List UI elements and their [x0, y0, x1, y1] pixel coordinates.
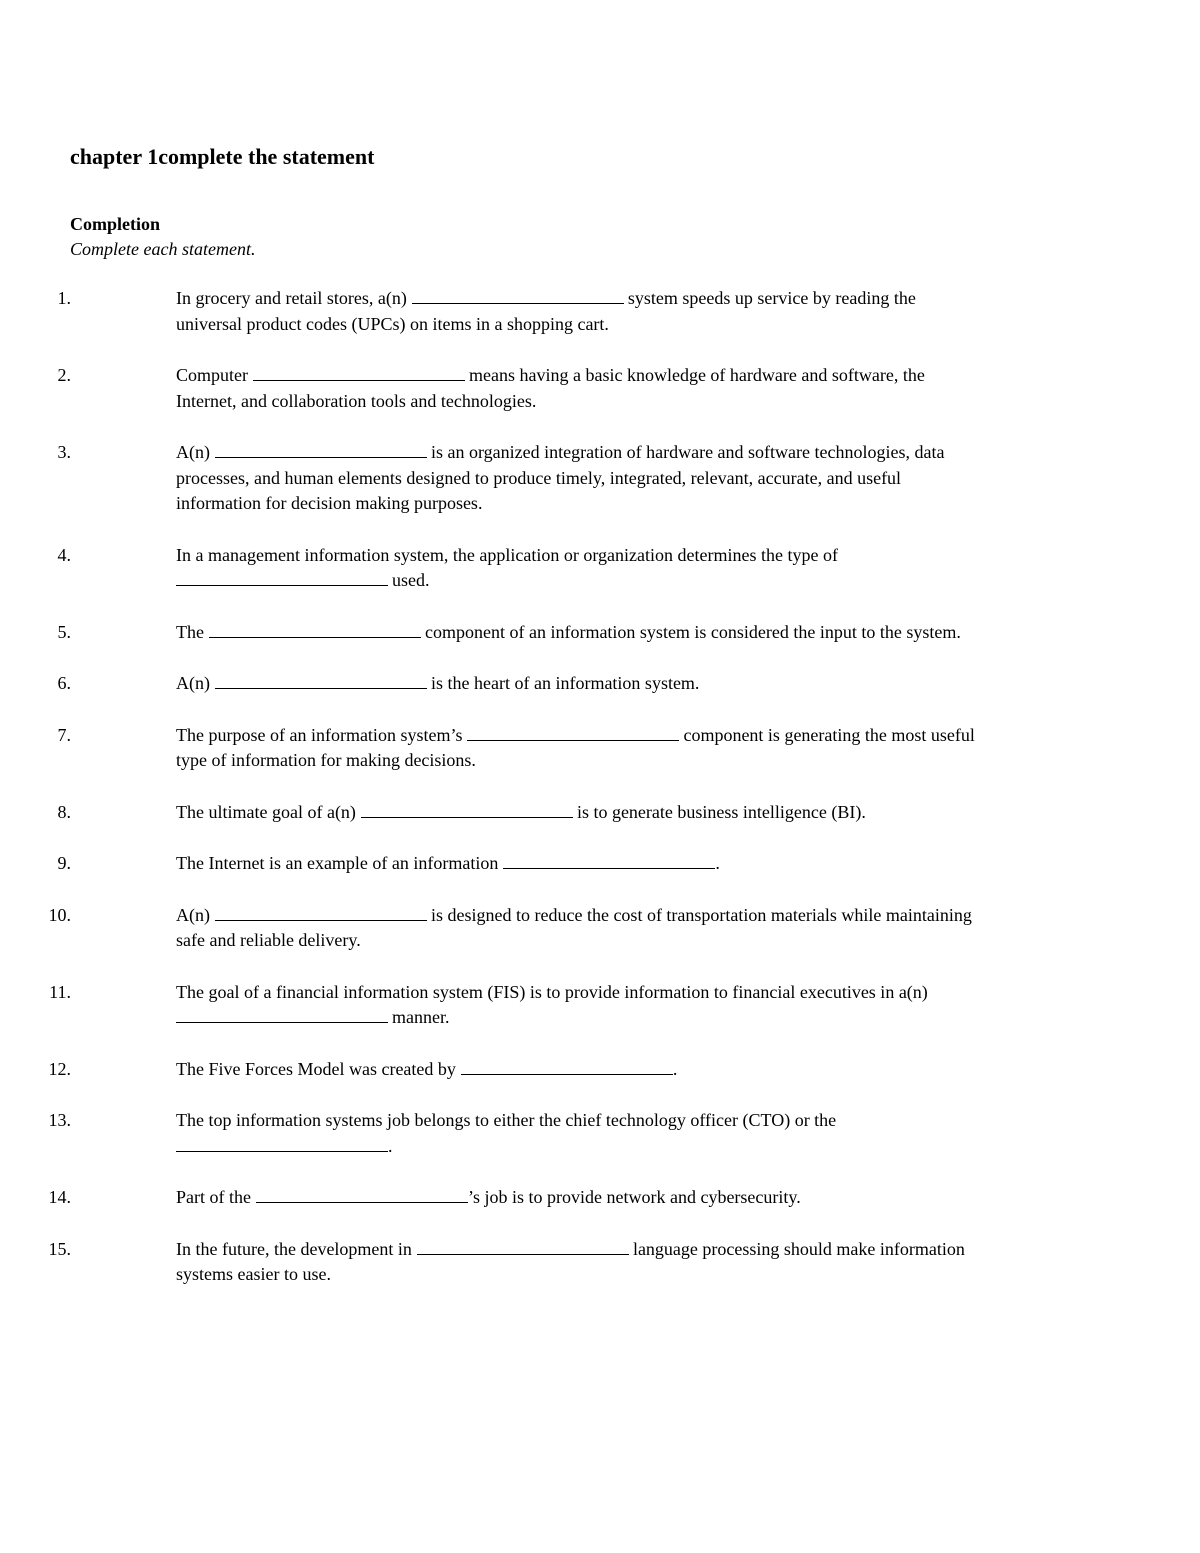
question-10 [0, 903, 1111, 954]
question-text: means having a basic knowledge of hardware and software, the [469, 365, 925, 385]
question-line [176, 1237, 1111, 1263]
question-1 [0, 286, 1111, 337]
question-text: The [176, 621, 204, 642]
question-text: manner. [392, 1007, 450, 1027]
question-number: 3. [57, 442, 71, 462]
question-text: is an organized integration of hardware and software technologies, data [431, 442, 945, 462]
question-15 [0, 1237, 1111, 1288]
question-line [176, 363, 1111, 389]
question-line: systems easier to use. [176, 1264, 331, 1284]
question-11 [0, 980, 1111, 1031]
answer-blank[interactable] [215, 687, 427, 689]
question-number: 2. [57, 365, 71, 385]
answer-blank[interactable] [209, 636, 421, 638]
question-number: 13. [48, 1110, 71, 1130]
question-text: . [715, 853, 720, 873]
question-line: information for decision making purposes. [176, 493, 483, 513]
question-number: 10. [48, 904, 71, 925]
question-text: is to generate business intelligence (BI). [576, 801, 866, 822]
question-line [176, 1134, 1111, 1160]
question-number: 6. [57, 673, 71, 693]
question-text: Computer [176, 365, 248, 385]
question-8 [0, 800, 1111, 826]
answer-blank[interactable] [467, 739, 679, 741]
question-9 [0, 851, 1111, 877]
question-line: safe and reliable delivery. [176, 930, 361, 950]
question-line: processes, and human elements designed to produce timely, integrated, relevant, accurate, and useful [176, 467, 902, 488]
answer-blank[interactable] [361, 816, 573, 818]
question-line: The goal of a financial information system (FIS) is to provide information to financial executives in a(n) [176, 981, 928, 1002]
question-line [176, 1005, 1111, 1031]
question-text: is designed to reduce the cost of transportation materials while maintaining [431, 904, 972, 925]
question-text: system speeds up service by reading the [627, 288, 916, 308]
question-line [176, 1057, 1111, 1083]
question-text: . [388, 1135, 393, 1156]
question-text: In the future, the development in [176, 1238, 412, 1259]
question-text: . [672, 1058, 678, 1079]
question-7 [0, 723, 1111, 774]
question-text: is the heart of an information system. [431, 673, 700, 693]
question-text: The purpose of an information system’s [176, 724, 463, 745]
question-number: 12. [48, 1058, 71, 1079]
question-text: In grocery and retail stores, a(n) [176, 288, 407, 308]
section-heading: Completion [70, 214, 160, 234]
question-text: The ultimate goal of a(n) [176, 801, 356, 822]
answer-blank[interactable] [461, 1073, 673, 1075]
question-line [176, 851, 1111, 877]
answer-blank[interactable] [256, 1201, 468, 1203]
question-6 [0, 671, 1111, 697]
answer-blank[interactable] [417, 1253, 629, 1255]
question-text: Part of the [176, 1187, 251, 1207]
question-line: type of information for making decisions. [176, 750, 476, 770]
answer-blank[interactable] [253, 379, 465, 381]
question-text: component of an information system is considered the input to the system. [424, 621, 961, 642]
question-line: Internet, and collaboration tools and technologies. [176, 390, 537, 411]
question-line [176, 620, 1111, 646]
question-14 [0, 1185, 1111, 1211]
section-instruction: Complete each statement. [70, 239, 256, 259]
question-text: The Five Forces Model was created by [176, 1058, 456, 1079]
answer-blank[interactable] [215, 456, 427, 458]
question-line [176, 671, 1111, 697]
question-line [176, 800, 1111, 826]
question-line [176, 568, 1111, 594]
question-line: In a management information system, the application or organization determines the type of [176, 544, 838, 565]
question-text: ’s job is to provide network and cybersecurity. [467, 1187, 801, 1207]
question-text: A(n) [176, 442, 210, 462]
question-number: 1. [57, 288, 71, 308]
question-3 [0, 440, 1111, 517]
answer-blank[interactable] [176, 584, 388, 586]
question-line: The top information systems job belongs to either the chief technology officer (CTO) or the [176, 1110, 837, 1130]
question-4 [0, 543, 1111, 594]
question-line [176, 723, 1111, 749]
question-line [176, 440, 1111, 466]
question-number: 5. [57, 621, 71, 642]
question-line [176, 286, 1111, 312]
answer-blank[interactable] [215, 919, 427, 921]
document-title: chapter 1complete the statement [70, 144, 375, 169]
question-number: 11. [49, 981, 71, 1002]
question-text: The Internet is an example of an information [176, 853, 499, 873]
question-number: 7. [57, 724, 71, 745]
question-text: component is generating the most useful [683, 724, 975, 745]
question-number: 15. [48, 1238, 71, 1259]
question-5 [0, 620, 1111, 646]
question-line [176, 903, 1111, 929]
question-text: A(n) [176, 673, 210, 693]
answer-blank[interactable] [176, 1021, 388, 1023]
question-text: used. [392, 570, 430, 590]
answer-blank[interactable] [503, 867, 715, 869]
question-13 [0, 1108, 1111, 1159]
answer-blank[interactable] [176, 1150, 388, 1152]
question-text: language processing should make information [632, 1238, 965, 1259]
answer-blank[interactable] [412, 302, 624, 304]
question-line: universal product codes (UPCs) on items in a shopping cart. [176, 313, 609, 334]
question-2 [0, 363, 1111, 414]
question-number: 9. [57, 853, 71, 873]
question-number: 14. [48, 1187, 71, 1207]
question-line [176, 1185, 1111, 1211]
question-number: 4. [57, 544, 71, 565]
question-text: A(n) [176, 904, 210, 925]
question-number: 8. [57, 801, 71, 822]
question-list [0, 286, 1200, 1284]
question-12 [0, 1057, 1111, 1083]
